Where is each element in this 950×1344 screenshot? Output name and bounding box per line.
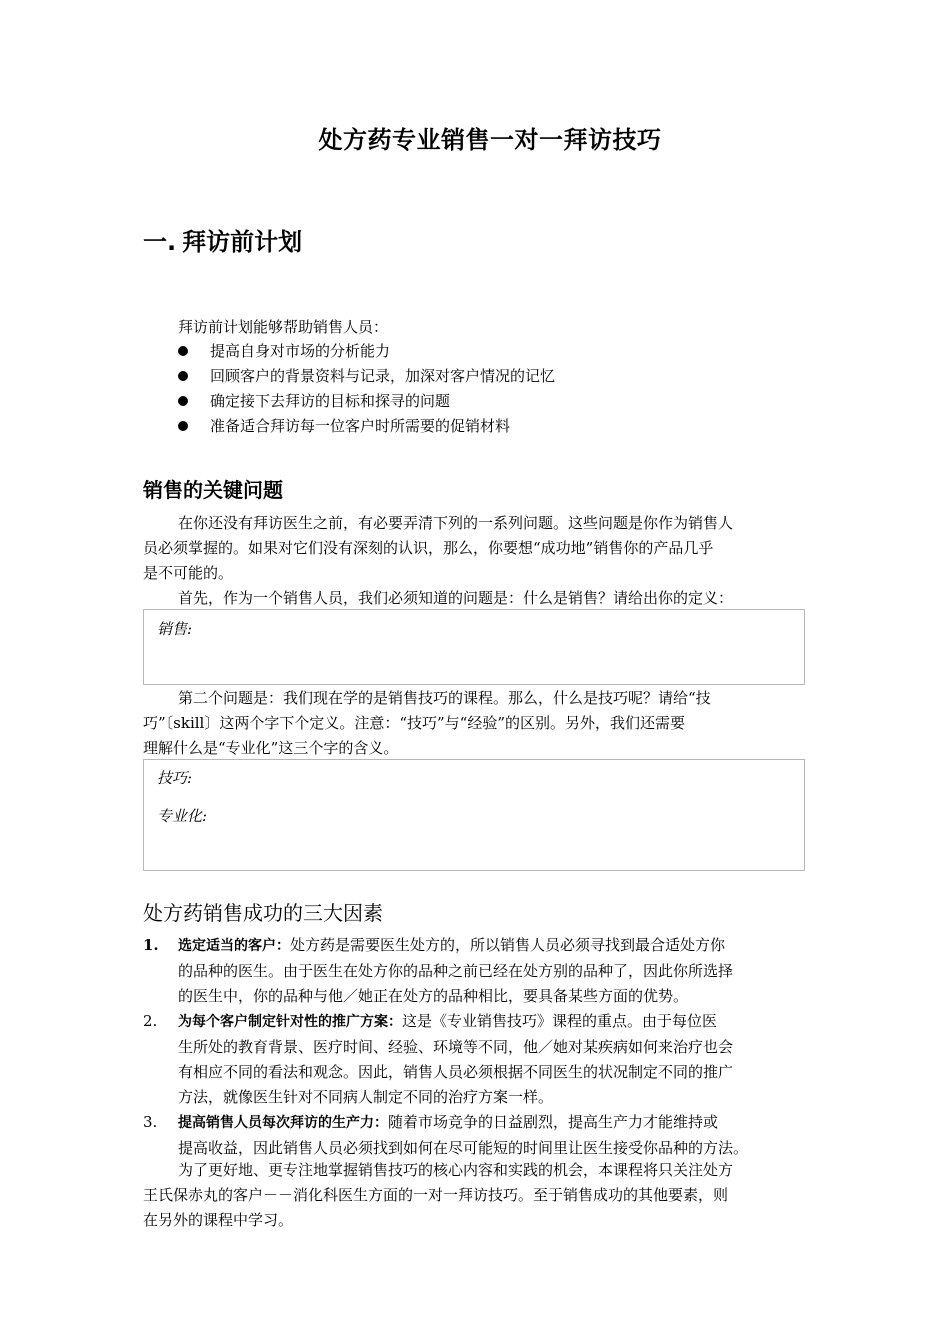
list-item	[143, 933, 807, 1009]
answer-label-professional: 专业化:	[157, 807, 208, 825]
paragraph-line: 第二个问题是：我们现在学的是销售技巧的课程。那么，什么是技巧呢？请给“技	[178, 689, 711, 707]
item-text: 这是《专业销售技巧》课程的重点。由于每位医	[402, 1012, 718, 1030]
paragraph-line: 在你还没有拜访医生之前，有必要弄清下列的一系列问题。这些问题是你作为销售人	[178, 514, 734, 532]
subheading-key-questions: 销售的关键问题	[143, 478, 283, 502]
paragraph-line: 王氏保赤丸的客户－－消化科医生方面的一对一拜访技巧。至于销售成功的其他要素，则	[143, 1186, 729, 1204]
list-item-text: 确定接下去拜访的目标和探寻的问题	[210, 392, 451, 410]
list-item	[143, 1009, 807, 1110]
paragraph-line: 员必须掌握的。如果对它们没有深刻的认识，那么，你要想“成功地”销售你的产品几乎	[143, 539, 714, 557]
list-item	[178, 365, 555, 390]
list-item	[143, 1110, 807, 1161]
intro-text: 拜访前计划能够帮助销售人员：	[178, 318, 389, 336]
numbered-list	[143, 933, 807, 1161]
answer-box-sales[interactable]	[143, 609, 805, 685]
bullet-icon	[178, 396, 188, 406]
list-item-text: 准备适合拜访每一位客户时所需要的促销材料	[210, 417, 511, 435]
item-text: 有相应不同的看法和观念。因此，销售人员必须根据不同医生的状况制定不同的推广	[178, 1063, 734, 1081]
answer-label-sales: 销售:	[157, 620, 193, 638]
paragraph-key-questions	[143, 511, 807, 611]
item-number: 1.	[143, 936, 159, 954]
list-item	[178, 390, 555, 415]
item-text: 的医生中，你的品种与他／她正在处方的品种相比，要具备某些方面的优势。	[178, 987, 689, 1005]
item-text: 的品种的医生。由于医生在处方你的品种之前已经在处方别的品种了，因此你所选择	[178, 962, 734, 980]
list-item-text: 回顾客户的背景资料与记录，加深对客户情况的记忆	[210, 367, 556, 385]
item-text: 方法，就像医生针对不同病人制定不同的治疗方案一样。	[178, 1088, 554, 1106]
answer-label-skill: 技巧:	[157, 769, 193, 787]
section-title: 拜访前计划	[182, 228, 303, 256]
document-title: 处方药专业销售一对一拜访技巧	[318, 126, 662, 154]
list-item	[178, 415, 555, 440]
bullet-icon	[178, 346, 188, 356]
paragraph-skill	[143, 686, 807, 761]
item-lead: 选定适当的客户：	[178, 938, 290, 954]
paragraph-closing	[143, 1158, 807, 1233]
item-lead: 为每个客户制定针对性的推广方案：	[178, 1014, 402, 1030]
paragraph-line: 是不可能的。	[143, 564, 234, 582]
item-text: 生所处的教育背景、医疗时间、经验、环境等不同，他／她对某疾病如何来治疗也会	[178, 1038, 734, 1056]
item-number: 2.	[143, 1012, 158, 1030]
subheading-three-factors: 处方药销售成功的三大因素	[143, 901, 383, 925]
paragraph-line: 在另外的课程中学习。	[143, 1211, 294, 1229]
item-text: 处方药是需要医生处方的，所以销售人员必须寻找到最合适处方你	[290, 936, 726, 954]
bullet-icon	[178, 421, 188, 431]
section-heading-1	[143, 222, 302, 257]
section-number: 一.	[143, 228, 177, 256]
bullet-icon	[178, 371, 188, 381]
paragraph-line: 理解什么是“专业化”这三个字的含义。	[143, 739, 399, 757]
item-text: 提高收益，因此销售人员必须找到如何在尽可能短的时间里让医生接受你品种的方法。	[178, 1139, 749, 1157]
item-lead: 提高销售人员每次拜访的生产力：	[178, 1115, 388, 1131]
paragraph-line: 巧”〔skill〕这两个字下个定义。注意：“技巧”与“经验”的区别。另外，我们还需要	[143, 714, 686, 732]
bullet-list	[178, 340, 555, 440]
item-number: 3.	[143, 1113, 158, 1131]
list-item-text: 提高自身对市场的分析能力	[210, 342, 391, 360]
list-item	[178, 340, 555, 365]
item-text: 随着市场竞争的日益剧烈，提高生产力才能维持或	[388, 1113, 719, 1131]
paragraph-line: 为了更好地、更专注地掌握销售技巧的核心内容和实践的机会，本课程将只关注处方	[178, 1161, 734, 1179]
paragraph-line: 首先，作为一个销售人员，我们必须知道的问题是：什么是销售？请给出你的定义：	[178, 589, 734, 607]
answer-box-skill[interactable]	[143, 759, 805, 871]
